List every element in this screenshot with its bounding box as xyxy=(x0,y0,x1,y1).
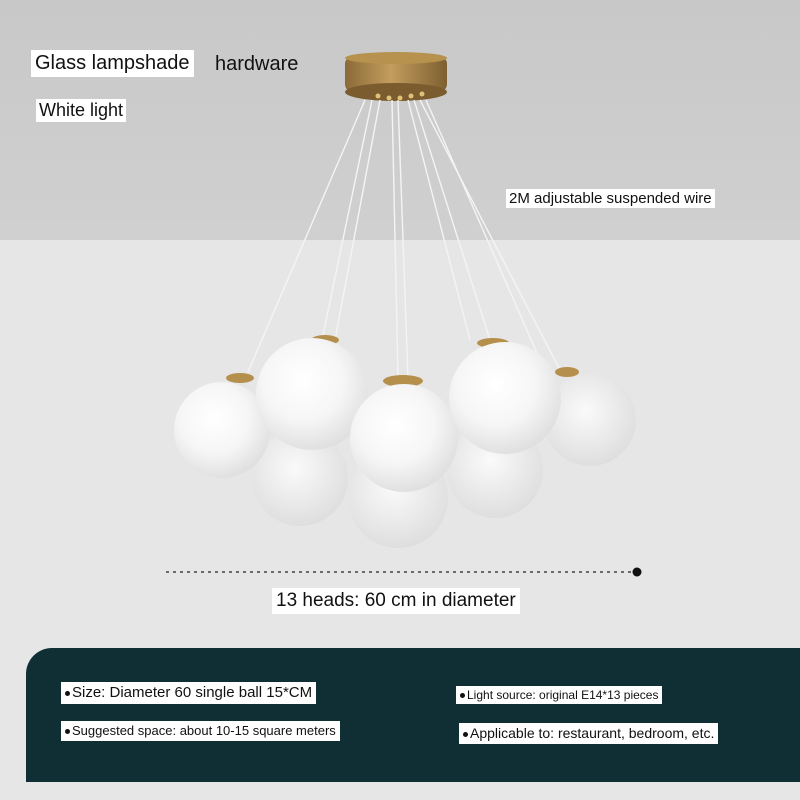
bullet-icon xyxy=(463,732,468,737)
spec-size-text: Size: Diameter 60 single ball 15*CM xyxy=(72,684,313,701)
light-color-label: White light xyxy=(36,99,126,122)
bullet-icon xyxy=(65,691,70,696)
bullet-icon xyxy=(65,729,70,734)
spec-light-source xyxy=(456,686,662,704)
spec-light-source-text: Light source: original E14*13 pieces xyxy=(467,688,659,702)
spec-applicable xyxy=(459,723,718,744)
bullet-icon xyxy=(460,693,465,698)
spec-size xyxy=(61,682,316,704)
material-label: Glass lampshade xyxy=(31,50,194,77)
spec-space-text: Suggested space: about 10-15 square meters xyxy=(72,723,336,738)
spec-applicable-text: Applicable to: restaurant, bedroom, etc. xyxy=(470,725,715,741)
ceiling-canopy xyxy=(345,52,447,101)
wire-label: 2M adjustable suspended wire xyxy=(506,189,715,208)
spec-space xyxy=(61,721,340,741)
diameter-line-end-dot xyxy=(633,568,642,577)
hardware-label: hardware xyxy=(215,53,299,75)
diameter-label: 13 heads: 60 cm in diameter xyxy=(272,588,520,614)
spec-panel xyxy=(26,648,800,782)
